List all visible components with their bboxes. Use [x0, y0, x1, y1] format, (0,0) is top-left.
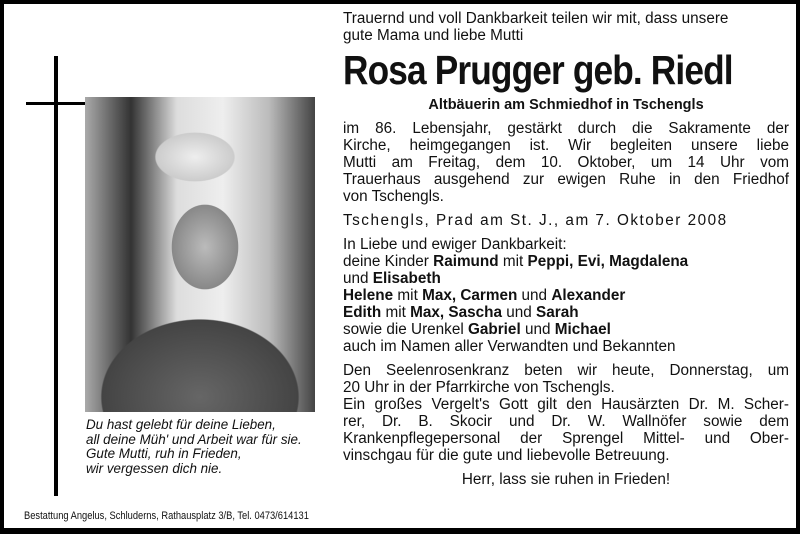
- body: [343, 120, 789, 488]
- deceased-name: Rosa Prugger geb. Riedl: [343, 47, 733, 93]
- text-line: 20 Uhr in der Pfarrkirche von Tschengls.: [343, 379, 615, 396]
- text-line: vinschgau für die gute und liebevolle Betreuung.: [343, 447, 670, 464]
- text-line: Den Seelenrosenkranz beten wir heute, Donnerstag, um: [343, 362, 789, 379]
- family-line: Helene mit Max, Carmen und Alexander: [343, 287, 626, 304]
- text-line: von Tschengls.: [343, 188, 444, 205]
- text-line: Ein großes Vergelt's Gott gilt den Hausärzten Dr. M. Scher-: [343, 396, 789, 413]
- family-line: und Elisabeth: [343, 270, 441, 287]
- intro: [343, 10, 789, 44]
- text-line: Krankenpflegepersonal der Sprengel Mittel- und Ober-: [343, 430, 789, 447]
- family-line: Edith mit Max, Sascha und Sarah: [343, 304, 579, 321]
- cross-icon: [54, 56, 58, 496]
- poem-caption: [86, 418, 302, 476]
- family-line: In Liebe und ewiger Dankbarkeit:: [343, 236, 567, 253]
- text-line: Trauerhaus ausgehend zur ewigen Ruhe in den Friedhof: [343, 171, 789, 188]
- caption-line: Du hast gelebt für deine Lieben,: [86, 417, 276, 432]
- notice-text: [343, 10, 789, 488]
- cross-bar: [26, 102, 86, 105]
- text-line: Kirche, heimgegangen ist. Wir begleiten unsere liebe: [343, 137, 789, 154]
- caption-line: Gute Mutti, ruh in Frieden,: [86, 446, 242, 461]
- family-line: deine Kinder Raimund mit Peppi, Evi, Magdalena: [343, 253, 689, 270]
- intro-line: gute Mama und liebe Mutti: [343, 27, 524, 44]
- place-date: Tschengls, Prad am St. J., am 7. Oktober 2008: [343, 212, 728, 229]
- caption-line: all deine Müh' und Arbeit war für sie.: [86, 431, 302, 447]
- portrait-photo: [85, 97, 315, 412]
- subtitle: Altbäuerin am Schmiedhof in Tschengls: [428, 97, 704, 113]
- family-line: auch im Namen aller Verwandten und Bekannten: [343, 338, 676, 355]
- caption-line: wir vergessen dich nie.: [86, 460, 223, 476]
- family-line: sowie die Urenkel Gabriel und Michael: [343, 321, 611, 338]
- text-line: im 86. Lebensjahr, gestärkt durch die Sakramente der: [343, 120, 789, 137]
- closing-line: Herr, lass sie ruhen in Frieden!: [461, 471, 671, 488]
- text-line: rer, Dr. B. Skocir und Dr. W. Wallnöfer sowie dem: [343, 413, 789, 430]
- funeral-home-footer: Bestattung Angelus, Schluderns, Rathausplatz 3/B, Tel. 0473/614131: [24, 510, 309, 522]
- intro-line: Trauernd und voll Dankbarkeit teilen wir mit, dass unsere: [343, 10, 729, 27]
- text-line: Mutti am Freitag, dem 10. Oktober, um 14 Uhr vom: [343, 154, 789, 171]
- obituary-notice: [4, 4, 796, 528]
